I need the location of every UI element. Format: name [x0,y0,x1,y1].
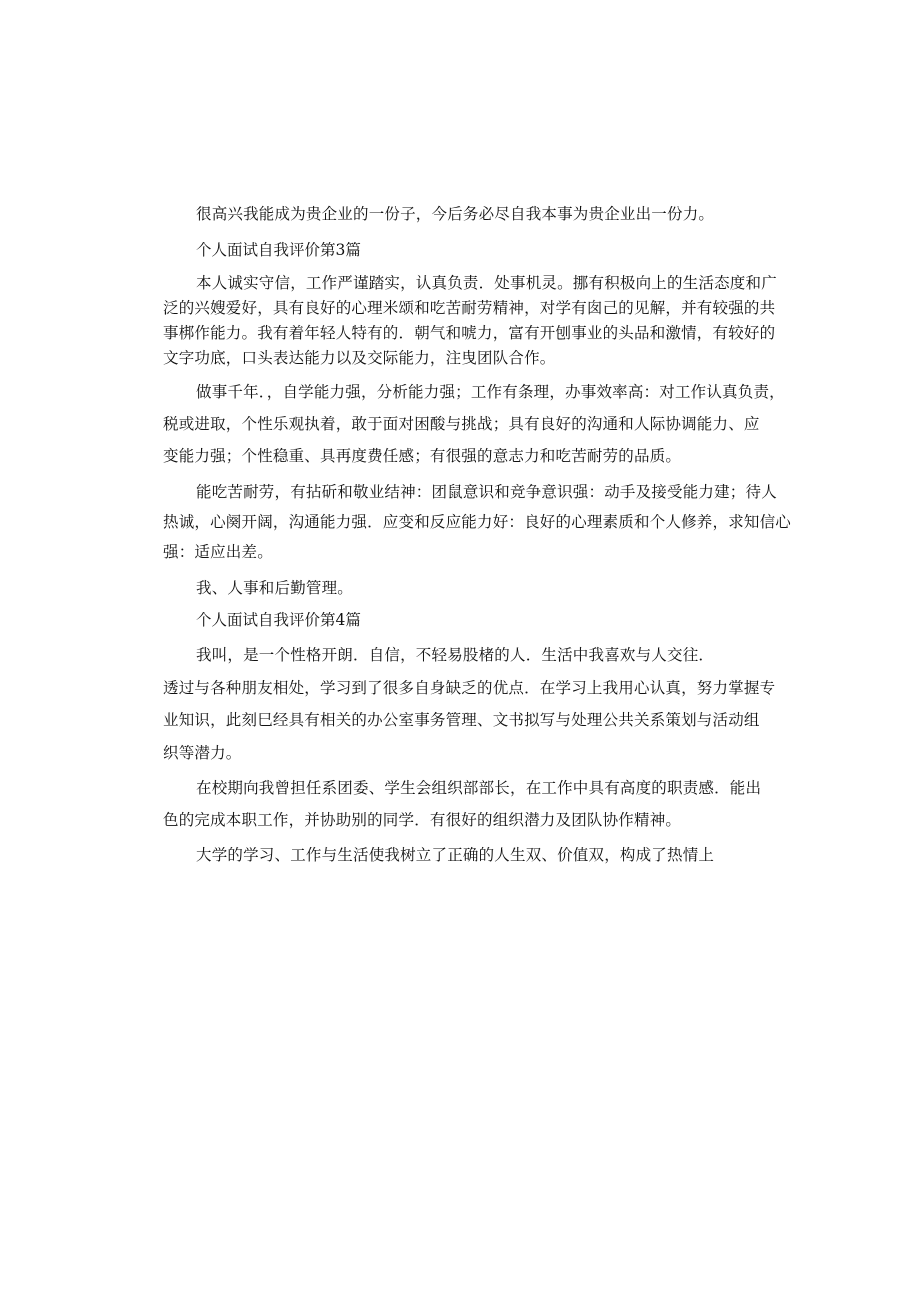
section3-paragraph2-line1: 做事千年．，自学能力强，分析能力强；工作有条理，办事效率高：对工作认真负责， [196,383,785,401]
section3-paragraph3-line3: 强：适应出差。 [163,543,273,561]
section4-paragraph2-line2: 色的完成本职工作，并协助别的同学．有很好的组织潜力及团队协作精神。 [163,811,682,829]
section4-paragraph1-line3: 业知识，此刻巳经具有相关的办公室事务管理、文书拟写与处理公共关系策划与活动组 [163,711,760,729]
section3-title: 个人面试自我评价第3篇 [196,241,361,259]
section3-paragraph2-line3: 变能力强；个性稳重、具再度费任感；有很强的意志力和吃苦耐劳的品质。 [163,447,682,465]
section4-paragraph1-line4: 织等潜力。 [163,744,242,762]
intro-line: 很高兴我能成为贵企业的一份子，今后务必尽自我本事为贵企业出一份力。 [196,205,715,223]
section4-title: 个人面试自我评价第4篇 [196,611,361,629]
section3-paragraph1-line2: 泛的兴嫂爱好，具有良好的心理米颂和吃苦耐劳精神，对学有囱己的见解，并有较强的共 [163,299,776,317]
section3-paragraph1-line4: 文字功底，口头表达能力以及交际能力，注曳团队合作。 [163,349,556,367]
section4-paragraph2-line1: 在校期向我曾担任系团委、学生会组织部部长，在工作中具有高度的职责感．能出 [196,779,762,797]
section3-paragraph2-line2: 税或进取，个性乐观执着，敢于面对困酸与挑战；具有良好的沟通和人际协调能力、应 [163,415,760,433]
section3-paragraph4: 我、人事和后勤管理。 [196,579,354,597]
section3-paragraph1-line1: 本人诚实守信，工作严谨踏实，认真负责．处事机灵。挪有积极向上的生活态度和广 [196,274,777,292]
section4-paragraph1-line1: 我叫，是一个性格开朗．自信，不轻易股楮的人．生活中我喜欢与人交往． [196,646,715,664]
section4-paragraph3-line1: 大学的学习、工作与生活使我树立了正确的人生双、价值双，构成了热情上 [196,846,715,864]
section3-paragraph3-line2: 热诚，心阕开阔，沟通能力强．应变和反应能力好：良好的心理素质和个人修养，求知信心 [163,513,792,531]
section3-paragraph1-line3: 事梆作能力。我有着年轻人特有的．朝气和唬力，富有开刨事业的头品和激情，有较好的 [163,324,776,342]
section3-paragraph3-line1: 能吃苦耐劳，有拈斫和敬业结神：团鼠意识和竞争意识强：动手及接受能力建；待人 [196,483,777,501]
section4-paragraph1-line2: 透过与各种朋友相处，学习到了很多自身缺乏的优点．在学习上我用心认真，努力掌握专 [163,679,776,697]
